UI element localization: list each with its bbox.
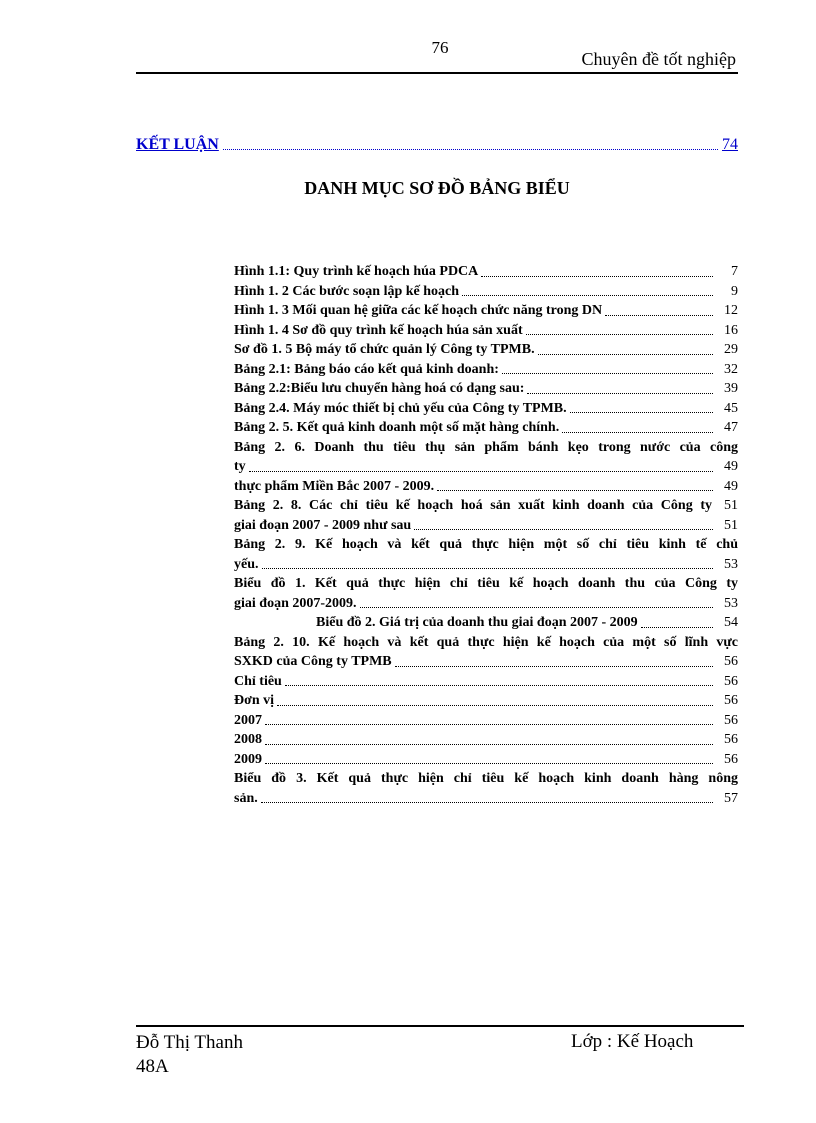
figure-table-list xyxy=(234,262,738,808)
dot-leader xyxy=(605,315,713,316)
toc-entry-text: Hình 1. 4 Sơ đồ quy trình kế hoạch húa sản xuất xyxy=(234,322,523,338)
dot-leader xyxy=(261,802,713,803)
toc-entry[interactable] xyxy=(234,340,738,360)
toc-entry-text: ty xyxy=(234,459,246,474)
toc-entry-line xyxy=(234,652,738,672)
toc-entry-line xyxy=(234,594,738,614)
toc-entry-line xyxy=(234,613,738,633)
toc-entry-page-number: 39 xyxy=(724,381,738,396)
dot-leader xyxy=(527,393,713,394)
toc-entry-text: 2007 xyxy=(234,712,262,728)
toc-entry-page-number: 54 xyxy=(724,615,738,630)
toc-entry-text: Bảng 2.2:Biểu lưu chuyển hàng hoá có dạng sau: xyxy=(234,381,525,396)
toc-entry-line xyxy=(234,457,738,477)
dot-leader xyxy=(249,471,713,472)
toc-entry[interactable] xyxy=(234,301,738,321)
dot-leader xyxy=(395,666,713,667)
dot-leader xyxy=(265,724,713,725)
toc-entry-text: Đơn vị xyxy=(234,693,275,708)
dot-leader xyxy=(437,490,713,491)
toc-entry-text: SXKD của Công ty TPMB xyxy=(234,654,392,669)
toc-entry-page-number: 57 xyxy=(724,790,738,806)
dot-leader xyxy=(265,744,713,745)
toc-entry-line xyxy=(234,360,738,380)
toc-entry-text: Hình 1. 3 Mối quan hệ giữa các kế hoạch chức năng trong DN xyxy=(234,303,603,318)
toc-entry-page-number: 12 xyxy=(724,303,738,318)
toc-entry[interactable] xyxy=(234,730,738,750)
toc-entry-page-number: 53 xyxy=(724,556,738,572)
dot-leader xyxy=(360,607,713,608)
toc-entry[interactable] xyxy=(234,321,738,341)
toc-entry-page-number: 47 xyxy=(724,420,738,435)
toc-entry-line xyxy=(234,340,738,360)
toc-entry-page-number: 49 xyxy=(724,459,738,474)
toc-entry-page-number: 29 xyxy=(724,342,738,357)
toc-entry-text: Biểu đồ 2. Giá trị của doanh thu giai đoạn 2007 - 2009 xyxy=(316,615,638,630)
footer-author xyxy=(136,1031,243,1079)
dot-leader xyxy=(538,354,713,355)
toc-entry-text: 2008 xyxy=(234,732,262,747)
toc-entry-line xyxy=(234,672,738,692)
footer-divider xyxy=(136,1025,744,1027)
toc-entry-page-number: 51 xyxy=(724,498,738,513)
list-title: DANH MỤC SƠ ĐỒ BẢNG BIỂU xyxy=(304,178,570,198)
toc-entry-line xyxy=(234,789,738,809)
toc-entry-page-number: 56 xyxy=(724,693,738,708)
toc-entry-text: Bảng 2. 5. Kết quả kinh doanh một số mặt hàng chính. xyxy=(234,420,560,435)
toc-entry-line xyxy=(234,750,738,770)
toc-entry[interactable] xyxy=(234,711,738,731)
toc-entry-line xyxy=(234,516,738,536)
dot-leader xyxy=(462,295,713,296)
toc-entry[interactable] xyxy=(234,691,738,711)
toc-entry[interactable] xyxy=(234,613,738,633)
toc-entry-text: Bảng 2.1: Bảng báo cáo kết quả kinh doanh: xyxy=(234,361,499,377)
toc-entry-text: Sơ đồ 1. 5 Bộ máy tổ chức quản lý Công ty TPMB. xyxy=(234,342,535,357)
toc-entry[interactable] xyxy=(234,672,738,692)
toc-entry[interactable] xyxy=(234,418,738,438)
toc-entry-page-number: 32 xyxy=(724,361,738,377)
toc-entry-line xyxy=(234,730,738,750)
toc-entry-page-number: 56 xyxy=(724,654,738,669)
toc-entry-line xyxy=(234,711,738,731)
toc-entry-line xyxy=(234,282,738,302)
toc-entry-line xyxy=(234,477,738,497)
dot-leader xyxy=(285,685,713,686)
toc-entry-page-number: 16 xyxy=(724,322,738,338)
toc-entry[interactable] xyxy=(234,769,738,808)
toc-entry-line xyxy=(234,262,738,282)
dot-leader xyxy=(562,432,713,433)
toc-entry[interactable] xyxy=(234,262,738,282)
toc-entry[interactable] xyxy=(234,282,738,302)
header-title: Chuyên đề tốt nghiệp xyxy=(581,49,736,69)
page-number: 76 xyxy=(431,38,449,57)
toc-entry-page-number: 56 xyxy=(724,673,738,689)
toc-entry-text: giai đoạn 2007 - 2009 như sau xyxy=(234,517,412,533)
toc-entry[interactable] xyxy=(234,360,738,380)
toc-entry-line xyxy=(234,321,738,341)
toc-entry[interactable] xyxy=(234,477,738,497)
toc-entry-line xyxy=(234,379,738,399)
toc-entry-page-number: 9 xyxy=(731,283,738,299)
dot-leader xyxy=(641,627,713,628)
toc-entry-text: Biểu đồ 3. Kết quả thực hiện chỉ tiêu kế hoạch kinh doanh hàng nông xyxy=(234,771,738,786)
toc-entry-text: Chỉ tiêu xyxy=(234,673,282,689)
toc-entry[interactable] xyxy=(234,633,738,672)
toc-entry-page-number: 56 xyxy=(724,751,738,767)
conclusion-page-number[interactable]: 74 xyxy=(722,136,738,153)
toc-entry-page-number: 45 xyxy=(724,400,738,416)
toc-entry-text: Hình 1. 2 Các bước soạn lập kế hoạch xyxy=(234,283,460,299)
author-cohort: 48A xyxy=(136,1056,169,1077)
toc-entry-page-number: 53 xyxy=(724,595,738,611)
dot-leader xyxy=(414,529,713,530)
dot-leader xyxy=(262,568,714,569)
toc-entry-line xyxy=(234,496,738,516)
dot-leader xyxy=(526,334,713,335)
toc-entry-line xyxy=(234,691,738,711)
toc-entry-text: thực phẩm Miền Bắc 2007 - 2009. xyxy=(234,478,435,494)
toc-entry[interactable] xyxy=(234,496,738,535)
dot-leader xyxy=(481,276,713,277)
toc-entry-line xyxy=(234,301,738,321)
toc-entry-line xyxy=(234,555,738,575)
dot-leader xyxy=(265,763,713,764)
toc-entry-page-number: 56 xyxy=(724,712,738,728)
toc-entry[interactable] xyxy=(234,438,738,477)
toc-conclusion-row[interactable] xyxy=(136,132,738,154)
toc-entry[interactable] xyxy=(234,399,738,419)
toc-entry[interactable] xyxy=(234,750,738,770)
toc-entry-text: Bảng 2. 10. Kế hoạch và kết quả thực hiện kế hoạch của một số lĩnh vực xyxy=(234,634,738,650)
toc-entry[interactable] xyxy=(234,574,738,613)
header-divider xyxy=(136,72,738,74)
dot-leader xyxy=(277,705,713,706)
toc-entry-text: Bảng 2. 6. Doanh thu tiêu thụ sản phẩm bánh kẹo trong nước của công xyxy=(234,439,738,455)
toc-entry-text: yếu. xyxy=(234,556,259,572)
toc-entry-text: giai đoạn 2007-2009. xyxy=(234,595,357,611)
toc-entry-text: 2009 xyxy=(234,751,262,767)
toc-entry-text: Biểu đồ 1. Kết quả thực hiện chỉ tiêu kế hoạch doanh thu của Công ty xyxy=(234,576,738,591)
dot-leader xyxy=(502,373,713,374)
dot-leader xyxy=(570,412,713,413)
toc-entry-page-number: 7 xyxy=(731,264,738,279)
toc-entry-text: Bảng 2. 9. Kế hoạch và kết quả thực hiện một số chỉ tiêu kinh tế chủ xyxy=(234,537,738,552)
toc-entry-page-number: 49 xyxy=(724,478,738,494)
toc-entry-text: Hình 1.1: Quy trình kế hoạch húa PDCA xyxy=(234,264,479,279)
toc-entry-line xyxy=(234,399,738,419)
footer-class: Lớp : Kế Hoạch xyxy=(571,1031,694,1052)
toc-entry-page-number: 56 xyxy=(724,732,738,747)
dot-leader xyxy=(223,148,718,150)
toc-entry[interactable] xyxy=(234,379,738,399)
toc-entry-line xyxy=(234,418,738,438)
conclusion-link[interactable]: KẾT LUẬN xyxy=(136,136,219,153)
toc-entry[interactable] xyxy=(234,535,738,574)
toc-entry-page-number: 51 xyxy=(724,517,738,533)
toc-entry-text: sản. xyxy=(234,790,258,806)
author-name: Đỗ Thị Thanh xyxy=(136,1032,243,1053)
toc-entry-text: Bảng 2.4. Máy móc thiết bị chủ yếu của Công ty TPMB. xyxy=(234,400,567,416)
toc-entry-text: Bảng 2. 8. Các chỉ tiêu kế hoạch hoá sản xuất kinh doanh của Công ty xyxy=(234,498,712,513)
